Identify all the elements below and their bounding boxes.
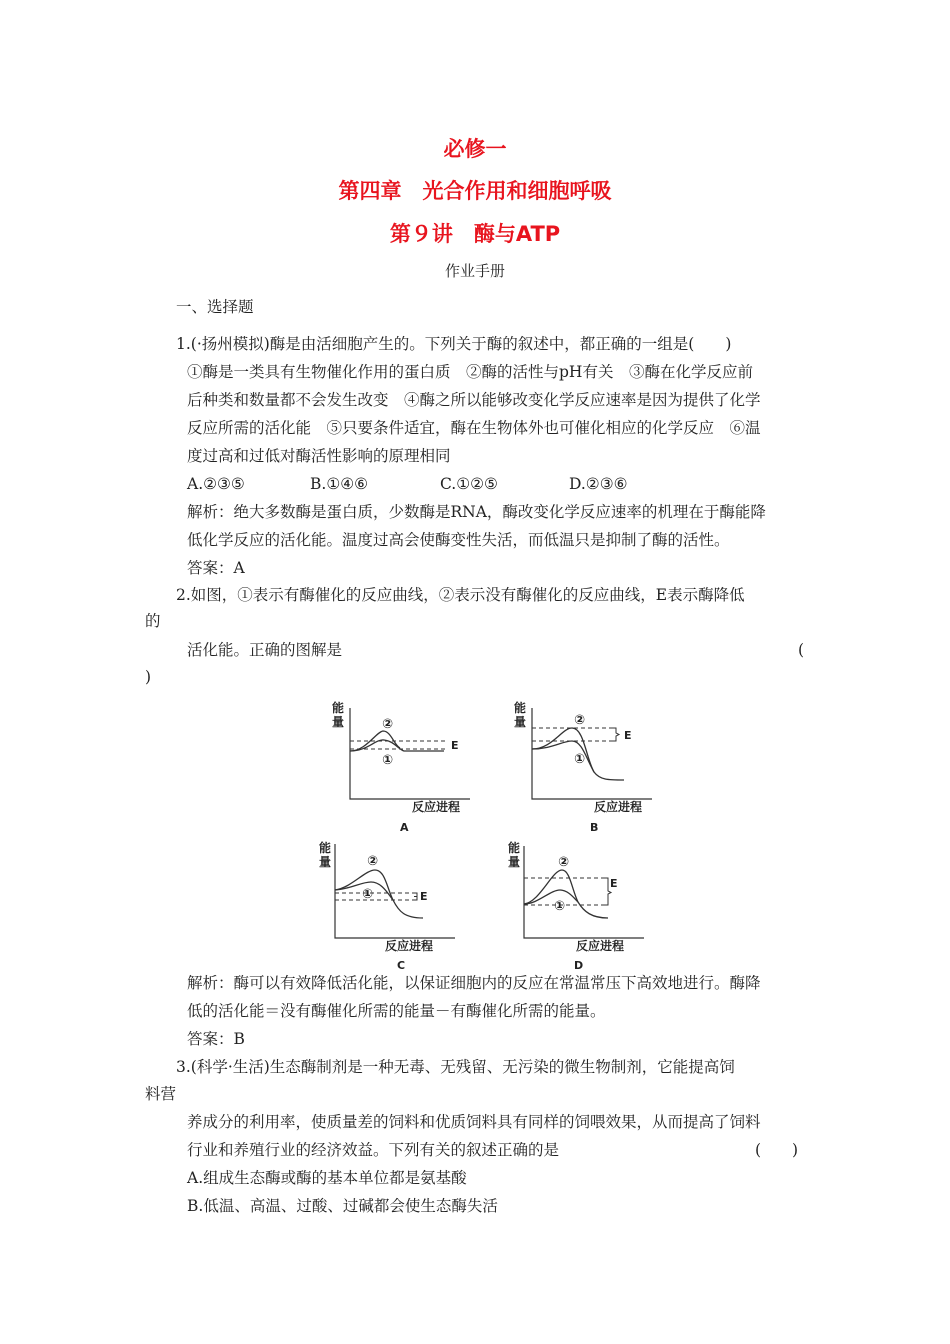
q1-analysis-1: 解析：绝大多数酶是蛋白质，少数酶是RNA，酶改变化学反应速率的机理在于酶能降 xyxy=(187,503,766,521)
q3-option-a: A.组成生态酶或酶的基本单位都是氨基酸 xyxy=(187,1169,467,1187)
q3-stem-3: 养成分的利用率，使质量差的饲料和优质饲料具有同样的饲喂效果，从而提高了饲料 xyxy=(187,1113,761,1131)
label-curve-2: ② xyxy=(558,855,570,870)
q1-stem: 1.(·扬州模拟)酶是由活细胞产生的。下列关于酶的叙述中，都正确的一组是( ) xyxy=(176,335,732,353)
xlabel: 反应进程 xyxy=(385,939,434,953)
energy-graph-c xyxy=(305,838,455,978)
q1-line1: ①酶是一类具有生物催化作用的蛋白质 ②酶的活性与pH有关 ③酶在化学反应前 xyxy=(187,363,753,381)
label-e: E xyxy=(610,877,618,890)
label-e: E xyxy=(420,890,428,903)
label-curve-2: ② xyxy=(367,854,379,869)
q1-option-b: B.①④⑥ xyxy=(310,475,369,493)
xlabel: 反应进程 xyxy=(594,800,643,814)
q3-option-b: B.低温、高温、过酸、过碱都会使生态酶失活 xyxy=(187,1197,498,1215)
ylabel-char-2: 量 xyxy=(319,855,332,869)
subtitle: 作业手册 xyxy=(444,262,505,280)
book-title: 必修一 xyxy=(443,137,507,161)
panel-label-b: B xyxy=(590,821,599,834)
chapter-title: 第四章 光合作用和细胞呼吸 xyxy=(338,179,612,203)
q1-line4: 度过高和过低对酶活性影响的原理相同 xyxy=(187,447,451,465)
q2-stem-3: 活化能。正确的图解是 xyxy=(187,641,343,659)
q1-line3: 反应所需的活化能 ⑤只要条件适宜，酶在生物体外也可催化相应的化学反应 ⑥温 xyxy=(187,419,761,437)
q2-analysis-1: 解析：酶可以有效降低活化能，以保证细胞内的反应在常温常压下高效地进行。酶降 xyxy=(187,974,761,992)
ylabel-char-1: 能 xyxy=(332,701,345,715)
q1-analysis-2: 低化学反应的活化能。温度过高会使酶变性失活，而低温只是抑制了酶的活性。 xyxy=(187,531,730,549)
section-heading: 一、选择题 xyxy=(176,298,254,316)
ylabel-char-2: 量 xyxy=(508,855,521,869)
q2-answer: 答案：B xyxy=(187,1030,245,1048)
label-curve-1: ① xyxy=(362,887,374,902)
q3-stem-2: 料营 xyxy=(145,1085,177,1103)
axes xyxy=(350,708,470,799)
energy-graph-a xyxy=(330,698,480,838)
label-curve-1: ① xyxy=(554,899,566,914)
q1-option-d: D.②③⑥ xyxy=(569,475,628,493)
label-curve-2: ② xyxy=(574,713,586,728)
panel-label-c: C xyxy=(397,959,406,972)
xlabel: 反应进程 xyxy=(412,800,461,814)
energy-graph-d xyxy=(496,838,646,978)
q1-line2: 后种类和数量都不会发生改变 ④酶之所以能够改变化学反应速率是因为提供了化学 xyxy=(187,391,761,409)
q1-answer: 答案：A xyxy=(187,559,245,577)
q2-stem-1: 2.如图，①表示有酶催化的反应曲线，②表示没有酶催化的反应曲线，E表示酶降低 xyxy=(176,586,745,604)
q3-stem-1: 3.(科学·生活)生态酶制剂是一种无毒、无残留、无污染的微生物制剂，它能提高饲 xyxy=(176,1058,735,1076)
q1-option-a: A.②③⑤ xyxy=(187,475,245,493)
ylabel-char-2: 量 xyxy=(514,715,527,729)
e-bracket xyxy=(612,728,619,741)
energy-graph-b xyxy=(512,698,662,838)
q2-paren-close: ) xyxy=(145,668,152,686)
q2-analysis-2: 低的活化能＝没有酶催化所需的能量－有酶催化所需的能量。 xyxy=(187,1002,606,1020)
curve-with-enzyme xyxy=(524,890,578,904)
q2-stem-2: 的 xyxy=(145,612,161,630)
axes xyxy=(532,708,652,799)
label-curve-1: ① xyxy=(382,753,394,768)
ylabel-char-2: 量 xyxy=(332,715,345,729)
ylabel-char-1: 能 xyxy=(508,841,521,855)
q2-paren-open: ( xyxy=(798,641,805,659)
q3-answer-paren: ( ) xyxy=(755,1141,799,1159)
xlabel: 反应进程 xyxy=(576,939,625,953)
axes xyxy=(335,844,455,938)
curve-without-enzyme xyxy=(335,870,423,918)
panel-label-a: A xyxy=(400,821,409,834)
ylabel-char-1: 能 xyxy=(514,701,527,715)
label-curve-2: ② xyxy=(382,717,394,732)
e-bracket xyxy=(414,893,417,900)
label-curve-1: ① xyxy=(574,752,586,767)
label-e: E xyxy=(624,729,632,742)
q1-option-c: C.①②⑤ xyxy=(440,475,498,493)
lesson-title: 第９讲 酶与ATP xyxy=(389,222,561,246)
ylabel-char-1: 能 xyxy=(319,841,332,855)
panel-label-d: D xyxy=(574,959,584,972)
q3-stem-4: 行业和养殖行业的经济效益。下列有关的叙述正确的是 xyxy=(187,1141,560,1159)
axes xyxy=(524,846,644,938)
curve-without-enzyme xyxy=(524,870,608,918)
label-e: E xyxy=(451,739,459,752)
